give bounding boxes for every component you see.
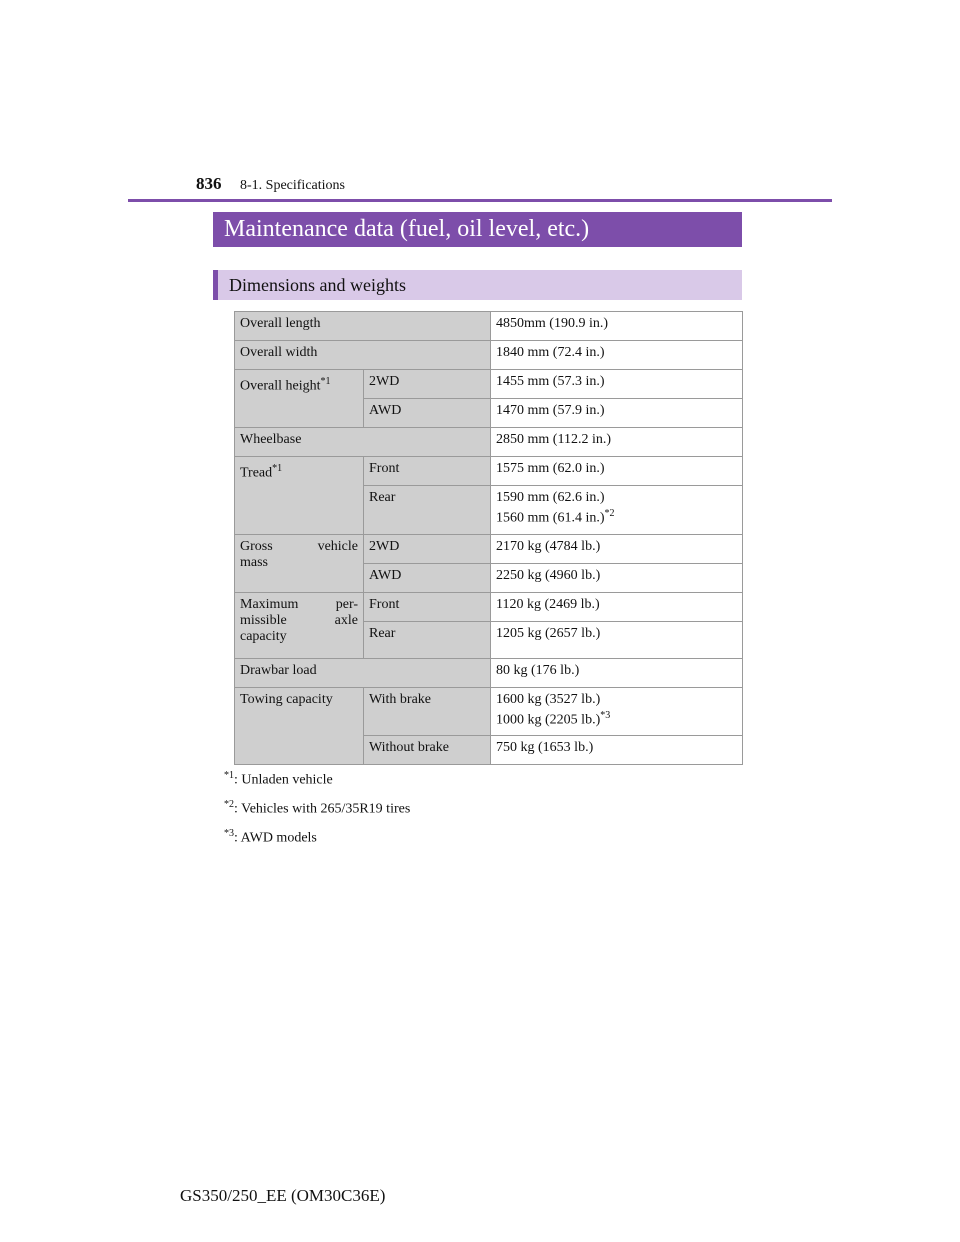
- footnote: $^{*3}$: AWD models: [224, 828, 317, 846]
- table-value: 80 kg (176 lb.): [491, 659, 743, 688]
- table-label: Overall width: [235, 341, 491, 370]
- table-value: 1470 mm (57.9 in.): [491, 399, 743, 428]
- footnotes: [224, 770, 410, 857]
- header-rule: [128, 199, 832, 202]
- table-label: Towing capacity: [235, 688, 364, 765]
- table-label: Wheelbase: [235, 428, 491, 457]
- table-value: 1455 mm (57.3 in.): [491, 370, 743, 399]
- footnote: $^{*2}$: Vehicles with 265/35R19 tires: [224, 799, 411, 817]
- table-sublabel: Front: [364, 457, 491, 486]
- page-number: 836: [196, 174, 222, 193]
- table-row: [235, 659, 743, 688]
- table-value: 750 kg (1653 lb.): [491, 736, 743, 765]
- footnote-ref: *1: [320, 376, 331, 387]
- table-sublabel: With brake: [364, 688, 491, 736]
- table-sublabel: Rear: [364, 622, 491, 659]
- table-row: [235, 593, 743, 622]
- footnote-ref: *1: [272, 463, 283, 474]
- table-sublabel: 2WD: [364, 535, 491, 564]
- main-heading: Maintenance data (fuel, oil level, etc.): [213, 212, 742, 247]
- table-sublabel: AWD: [364, 399, 491, 428]
- table-sublabel: Front: [364, 593, 491, 622]
- footnote: $^{*1}$: Unladen vehicle: [224, 770, 333, 788]
- section-label: 8-1. Specifications: [240, 178, 345, 193]
- table-label: Tread$^{*1}$: [235, 457, 364, 535]
- table-row: [235, 428, 743, 457]
- table-row: [235, 370, 743, 399]
- table-value: 4850mm (190.9 in.): [491, 312, 743, 341]
- sub-heading-bar: [213, 270, 218, 300]
- sub-heading: [213, 270, 742, 300]
- table-label: Gross vehicle mass: [235, 535, 364, 593]
- table-value: 2250 kg (4960 lb.): [491, 564, 743, 593]
- table-value: 1840 mm (72.4 in.): [491, 341, 743, 370]
- table-row: [235, 457, 743, 486]
- footnote-ref: *2: [604, 508, 615, 519]
- table-sublabel: Without brake: [364, 736, 491, 765]
- table-row: [235, 535, 743, 564]
- table-label: Drawbar load: [235, 659, 491, 688]
- table-sublabel: 2WD: [364, 370, 491, 399]
- table-label: Maximum per- missible axle capacity: [235, 593, 364, 659]
- dimensions-table: [234, 311, 743, 765]
- table-value: 1575 mm (62.0 in.): [491, 457, 743, 486]
- footer-model: GS350/250_EE (OM30C36E): [180, 1186, 386, 1205]
- table-label: Overall length: [235, 312, 491, 341]
- table-row: [235, 312, 743, 341]
- table-sublabel: Rear: [364, 486, 491, 535]
- table-value: 1120 kg (2469 lb.): [491, 593, 743, 622]
- table-row: [235, 688, 743, 736]
- footnote-ref: *3: [600, 710, 611, 721]
- table-value: 1590 mm (62.6 in.) 1560 mm (61.4 in.)$^{*2}$: [491, 486, 743, 535]
- sub-heading-text: Dimensions and weights: [229, 275, 406, 295]
- table-sublabel: AWD: [364, 564, 491, 593]
- table-label: Overall height$^{*1}$: [235, 370, 364, 428]
- table-value: 1600 kg (3527 lb.) 1000 kg (2205 lb.)$^{*3}$: [491, 688, 743, 736]
- table-value: 2850 mm (112.2 in.): [491, 428, 743, 457]
- table-row: [235, 341, 743, 370]
- table-value: 2170 kg (4784 lb.): [491, 535, 743, 564]
- table-value: 1205 kg (2657 lb.): [491, 622, 743, 659]
